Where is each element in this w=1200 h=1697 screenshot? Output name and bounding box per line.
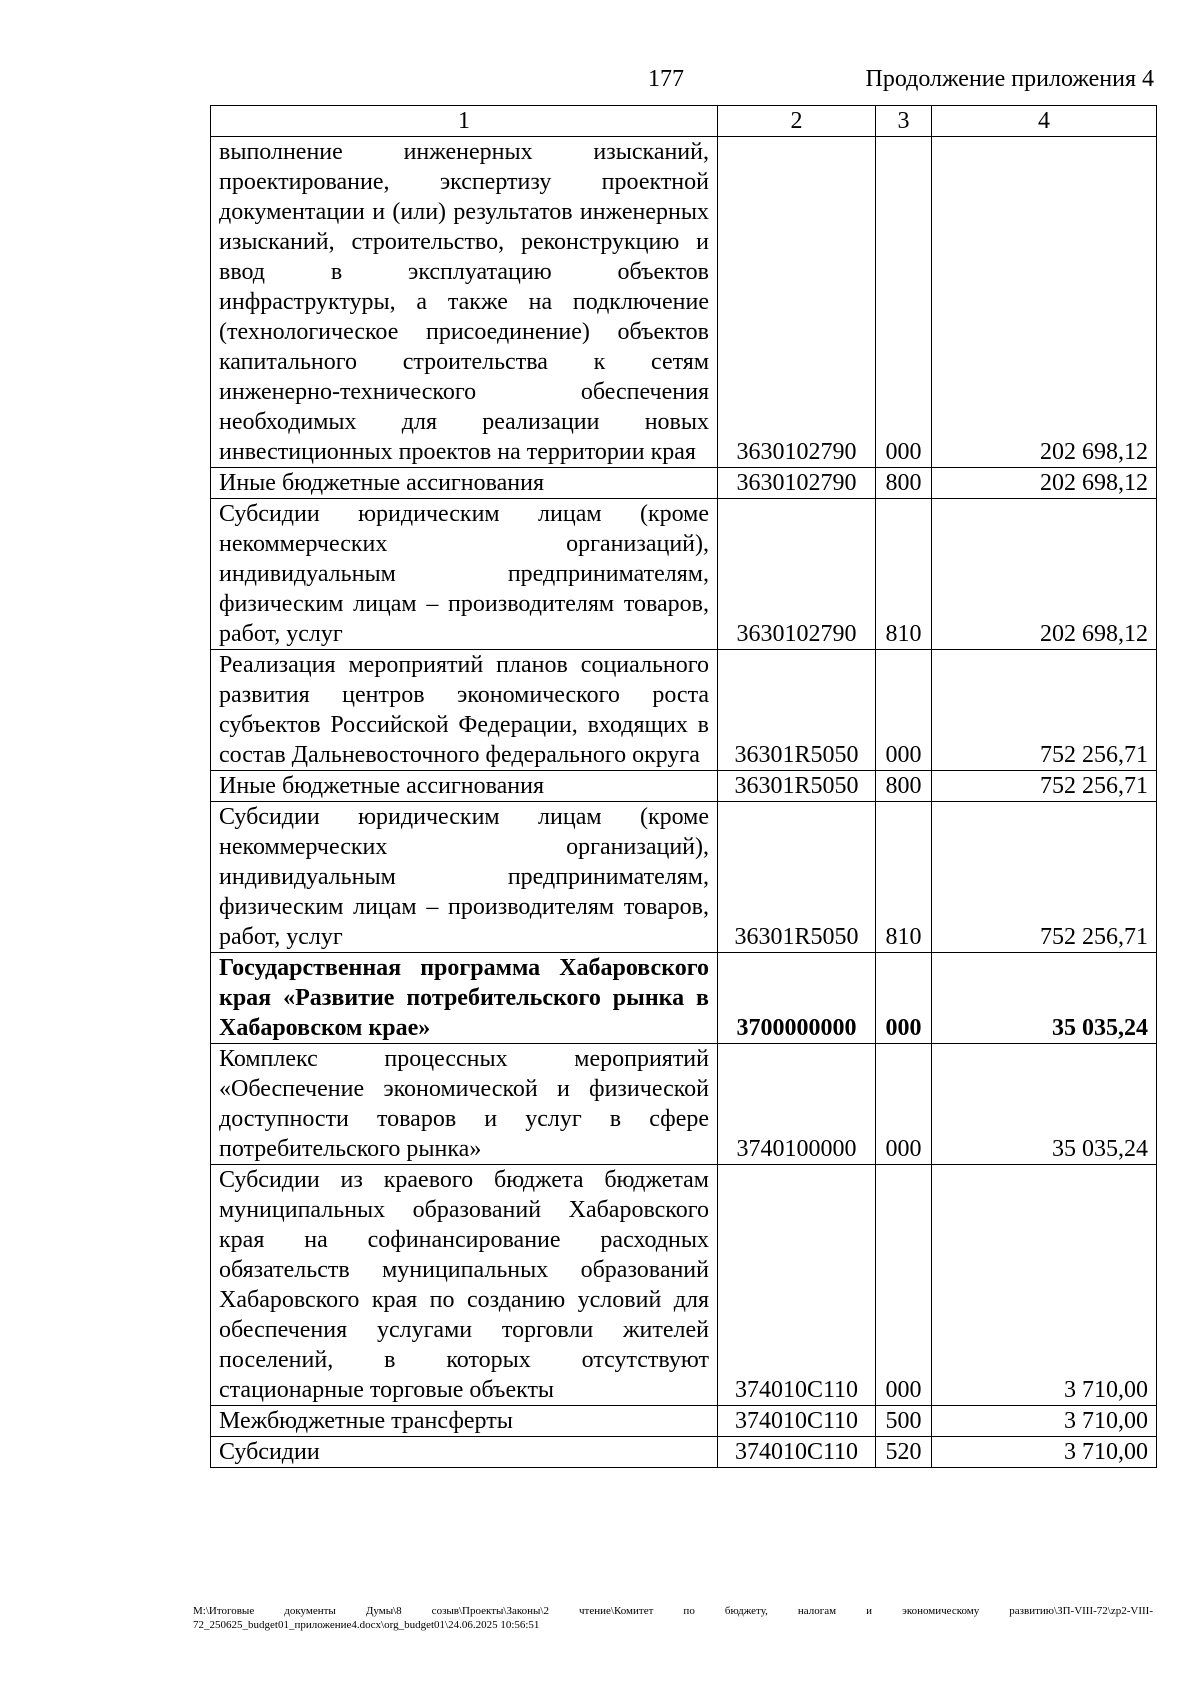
table-row	[211, 1437, 1157, 1468]
row-target-code: 374010С110	[718, 1406, 876, 1437]
row-description: Субсидии из краевого бюджета бюджетам муниципальных образований Хабаровского края на софинансирование расходных обязательств муниципальных образований Хабаровского края по созданию условий для обеспечения услугами торговли жителей поселений, в которых отсутствуют стационарные торговые объекты	[211, 1165, 718, 1406]
row-amount: 35 035,24	[932, 953, 1157, 1044]
row-amount: 3 710,00	[932, 1165, 1157, 1406]
row-expense-type: 000	[876, 953, 932, 1044]
row-description: Иные бюджетные ассигнования	[211, 468, 718, 499]
table-row	[211, 1165, 1157, 1406]
row-description: Субсидии юридическим лицам (кроме некоммерческих организаций), индивидуальным предпринимателям, физическим лицам – производителям товаров, работ, услуг	[211, 802, 718, 953]
row-description: Реализация мероприятий планов социального развития центров экономического роста субъектов Российской Федерации, входящих в состав Дальневосточного федерального округа	[211, 650, 718, 771]
row-description: Субсидии юридическим лицам (кроме некоммерческих организаций), индивидуальным предпринимателям, физическим лицам – производителям товаров, работ, услуг	[211, 499, 718, 650]
row-amount: 3 710,00	[932, 1406, 1157, 1437]
file-path-footer: M:\Итоговые документы Думы\8 созыв\Проекты\Законы\2 чтение\Комитет по бюджету, налогам и экономическому развитию\ЗП-VIII-72\zp2-VIII-72_250625_budget01_приложение4.docx\org_budget01\24.06.2025 10:56:51	[193, 1605, 1153, 1631]
row-expense-type: 810	[876, 802, 932, 953]
row-description: Государственная программа Хабаровского края «Развитие потребительского рынка в Хабаровском крае»	[211, 953, 718, 1044]
row-expense-type: 500	[876, 1406, 932, 1437]
table-row	[211, 802, 1157, 953]
row-expense-type: 520	[876, 1437, 932, 1468]
column-header-expense-type: 3	[876, 106, 932, 137]
row-description: выполнение инженерных изысканий, проектирование, экспертизу проектной документации и (или) результатов инженерных изысканий, строительство, реконструкцию и ввод в эксплуатацию объектов инфраструктуры, а также на подключение (технологическое присоединение) объектов капитального строительства к сетям инженерно-технического обеспечения необходимых для реализации новых инвестиционных проектов на территории края	[211, 137, 718, 468]
row-amount: 752 256,71	[932, 771, 1157, 802]
row-target-code: 36301R5050	[718, 650, 876, 771]
row-target-code: 374010С110	[718, 1437, 876, 1468]
row-amount: 752 256,71	[932, 802, 1157, 953]
row-target-code: 3630102790	[718, 499, 876, 650]
table-row	[211, 650, 1157, 771]
column-header-code: 2	[718, 106, 876, 137]
table-row	[211, 468, 1157, 499]
row-amount: 202 698,12	[932, 137, 1157, 468]
row-amount: 3 710,00	[932, 1437, 1157, 1468]
table-row	[211, 1406, 1157, 1437]
budget-table	[210, 105, 1157, 1468]
row-target-code: 3700000000	[718, 953, 876, 1044]
row-expense-type: 800	[876, 468, 932, 499]
row-expense-type: 000	[876, 137, 932, 468]
table-row	[211, 499, 1157, 650]
row-target-code: 3630102790	[718, 468, 876, 499]
row-target-code: 374010С110	[718, 1165, 876, 1406]
row-expense-type: 000	[876, 650, 932, 771]
row-target-code: 36301R5050	[718, 771, 876, 802]
row-expense-type: 800	[876, 771, 932, 802]
row-description: Иные бюджетные ассигнования	[211, 771, 718, 802]
row-amount: 35 035,24	[932, 1044, 1157, 1165]
row-target-code: 3630102790	[718, 137, 876, 468]
table-row	[211, 771, 1157, 802]
row-description: Межбюджетные трансферты	[211, 1406, 718, 1437]
row-expense-type: 000	[876, 1044, 932, 1165]
table-row	[211, 953, 1157, 1044]
continuation-heading: Продолжение приложения 4	[865, 66, 1154, 92]
table-row	[211, 137, 1157, 468]
row-description: Комплекс процессных мероприятий «Обеспечение экономической и физической доступности товаров и услуг в сфере потребительского рынка»	[211, 1044, 718, 1165]
column-header-amount: 4	[932, 106, 1157, 137]
row-amount: 202 698,12	[932, 468, 1157, 499]
column-header-description: 1	[211, 106, 718, 137]
page-number: 177	[648, 66, 684, 92]
row-expense-type: 000	[876, 1165, 932, 1406]
row-description: Субсидии	[211, 1437, 718, 1468]
row-target-code: 3740100000	[718, 1044, 876, 1165]
row-amount: 752 256,71	[932, 650, 1157, 771]
table-row	[211, 1044, 1157, 1165]
row-amount: 202 698,12	[932, 499, 1157, 650]
row-target-code: 36301R5050	[718, 802, 876, 953]
table-header-row	[211, 106, 1157, 137]
table-body	[211, 137, 1157, 1468]
row-expense-type: 810	[876, 499, 932, 650]
